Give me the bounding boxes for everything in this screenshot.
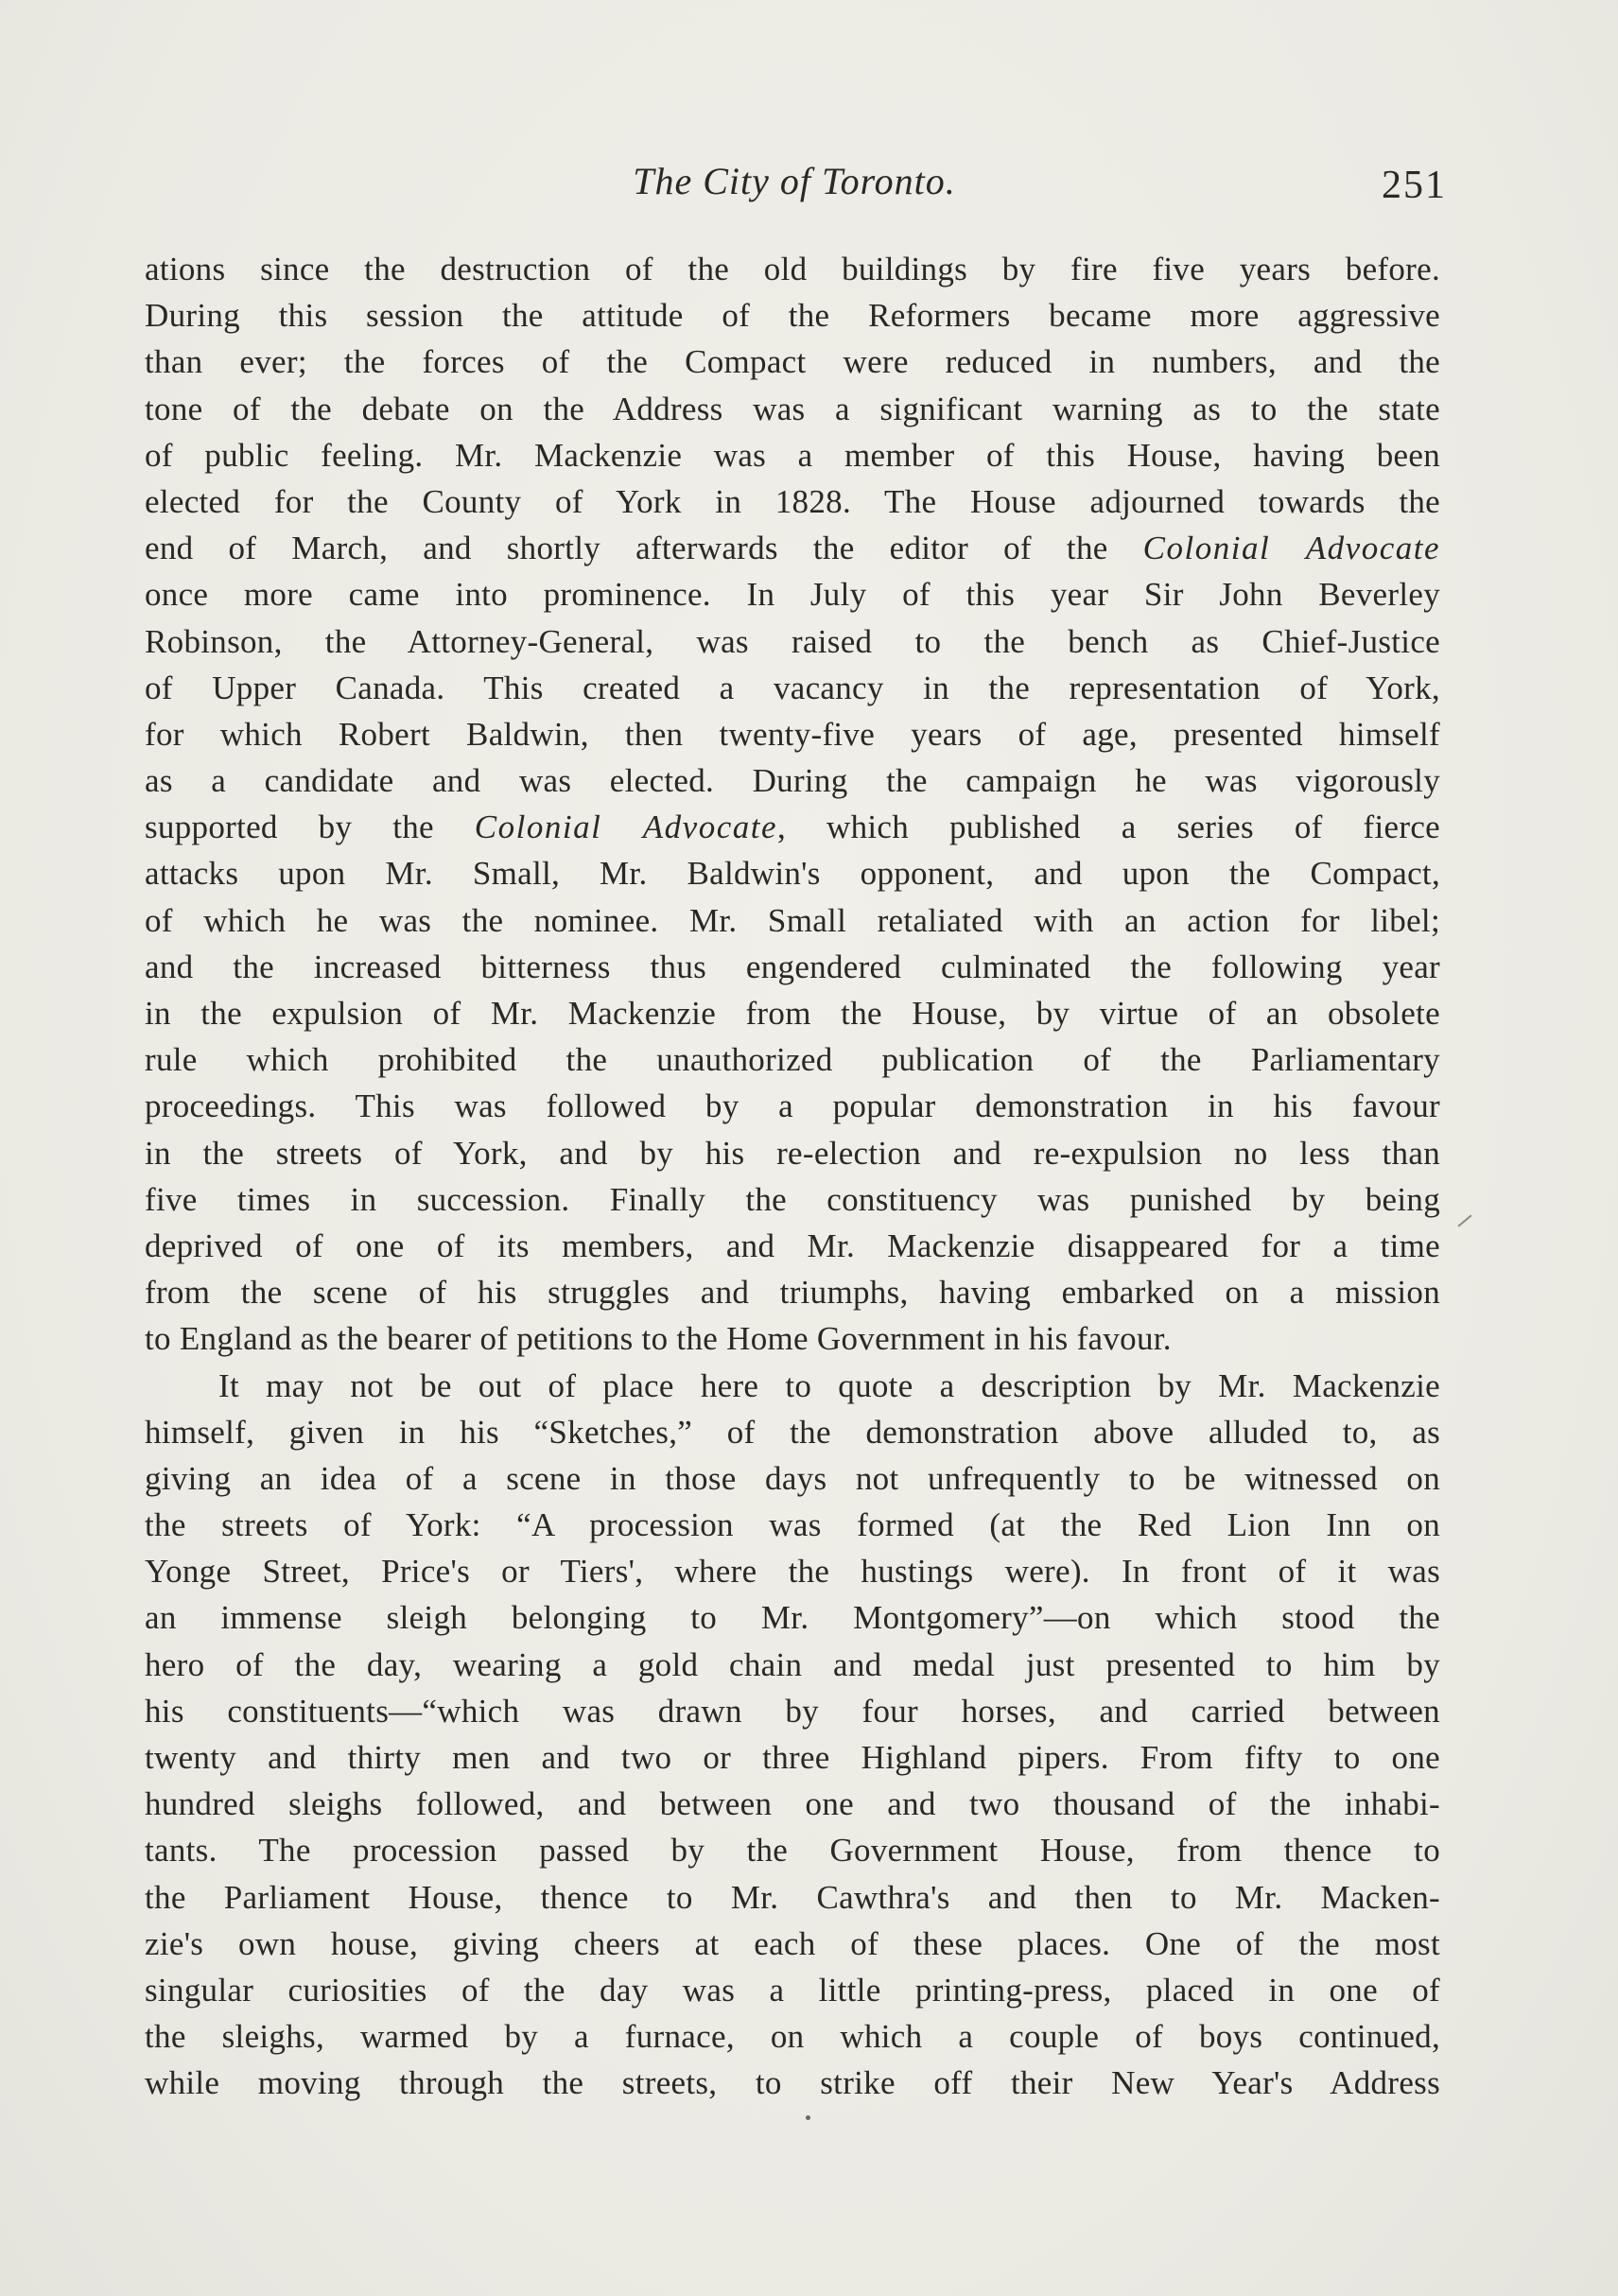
text-run: supported by the bbox=[145, 809, 475, 846]
text-line: rule which prohibited the unauthorized publication of the Parliamentary bbox=[145, 1041, 1440, 1079]
text-line: ations since the destruction of the old buildings by fire five years before. bbox=[145, 251, 1440, 287]
text-line: the sleighs, warmed by a furnace, on which a couple of boys continued, bbox=[145, 2018, 1440, 2056]
text-line: Robinson, the Attorney-General, was raised to the bench as Chief-Justice bbox=[145, 622, 1440, 660]
text-line: and the increased bitterness thus engendered culminated the following year bbox=[145, 948, 1440, 985]
text-line: while moving through the streets, to strike off their New Year's Address bbox=[145, 2064, 1440, 2102]
ink-dot-mark bbox=[806, 2115, 810, 2120]
text-line: in the expulsion of Mr. Mackenzie from the House, by virtue of an obsolete bbox=[145, 995, 1440, 1032]
text-line bbox=[145, 525, 1440, 571]
running-head bbox=[142, 159, 1447, 216]
text-line: attacks upon Mr. Small, Mr. Baldwin's opponent, and upon the Compact, bbox=[145, 855, 1440, 893]
italic-title: Colonial Advocate bbox=[1142, 530, 1441, 567]
text-line: of which he was the nominee. Mr. Small retaliated with an action for libel; bbox=[145, 901, 1440, 939]
text-line: to England as the bearer of petitions to the Home Government in his favour. bbox=[145, 1320, 1172, 1358]
running-title: The City of Toronto. bbox=[633, 160, 956, 202]
text-line: for which Robert Baldwin, then twenty-five years of age, presented himself bbox=[145, 715, 1440, 753]
text-run: , which published a series of fierce bbox=[777, 809, 1440, 846]
text-line: five times in succession. Finally the constituency was punished by being bbox=[145, 1180, 1440, 1218]
body-text bbox=[145, 246, 1440, 2107]
paragraph-1 bbox=[145, 246, 1440, 1363]
text-line: deprived of one of its members, and Mr. Mackenzie disappeared for a time bbox=[145, 1226, 1440, 1264]
text-line: from the scene of his struggles and triumphs, having embarked on a mission bbox=[145, 1274, 1440, 1312]
text-line: once more came into prominence. In July of this year Sir John Beverley bbox=[145, 576, 1440, 614]
text-line bbox=[145, 804, 1440, 850]
text-line: zie's own house, giving cheers at each of these places. One of the most bbox=[145, 1924, 1440, 1962]
text-line: elected for the County of York in 1828. The House adjourned towards the bbox=[145, 482, 1440, 520]
page-number: 251 bbox=[1382, 164, 1447, 207]
text-line: of public feeling. Mr. Mackenzie was a member of this House, having been bbox=[145, 436, 1440, 474]
text-line: singular curiosities of the day was a little printing-press, placed in one of bbox=[145, 1971, 1440, 2009]
text-line: his constituents—“which was drawn by four horses, and carried between bbox=[145, 1692, 1440, 1730]
text-line: as a candidate and was elected. During the campaign he was vigorously bbox=[145, 762, 1440, 800]
text-line: twenty and thirty men and two or three Highland pipers. From fifty to one bbox=[145, 1739, 1440, 1776]
text-line: the streets of York: “A procession was formed (at the Red Lion Inn on bbox=[145, 1506, 1440, 1544]
text-line: hero of the day, wearing a gold chain and medal just presented to him by bbox=[145, 1645, 1440, 1683]
italic-title: Colonial Advocate bbox=[474, 809, 778, 846]
text-line: giving an idea of a scene in those days not unfrequently to be witnessed on bbox=[145, 1459, 1440, 1497]
text-line: himself, given in his “Sketches,” of the demonstration above alluded to, as bbox=[145, 1413, 1440, 1451]
text-line: than ever; the forces of the Compact were reduced in numbers, and the bbox=[145, 343, 1440, 381]
text-run: end of March, and shortly afterwards the editor of the bbox=[145, 530, 1143, 567]
text-line: proceedings. This was followed by a popular demonstration in his favour bbox=[145, 1087, 1440, 1125]
paragraph-2 bbox=[145, 1363, 1440, 2107]
text-line: the Parliament House, thence to Mr. Cawthra's and then to Mr. Macken- bbox=[145, 1878, 1440, 1916]
margin-pencil-mark bbox=[1457, 1214, 1471, 1226]
text-line: tants. The procession passed by the Government House, from thence to bbox=[145, 1832, 1440, 1870]
text-line: of Upper Canada. This created a vacancy in the representation of York, bbox=[145, 669, 1440, 706]
text-line: During this session the attitude of the Reformers became more aggressive bbox=[145, 297, 1440, 335]
text-line: Yonge Street, Price's or Tiers', where the hustings were). In front of it was bbox=[145, 1553, 1440, 1591]
text-line: tone of the debate on the Address was a significant warning as to the state bbox=[145, 390, 1440, 427]
text-line: in the streets of York, and by his re-election and re-expulsion no less than bbox=[145, 1134, 1440, 1172]
text-line: It may not be out of place here to quote a description by Mr. Mackenzie bbox=[218, 1366, 1440, 1404]
text-line: hundred sleighs followed, and between one and two thousand of the inhabi- bbox=[145, 1785, 1440, 1823]
text-line: an immense sleigh belonging to Mr. Montgomery”—on which stood the bbox=[145, 1599, 1440, 1637]
